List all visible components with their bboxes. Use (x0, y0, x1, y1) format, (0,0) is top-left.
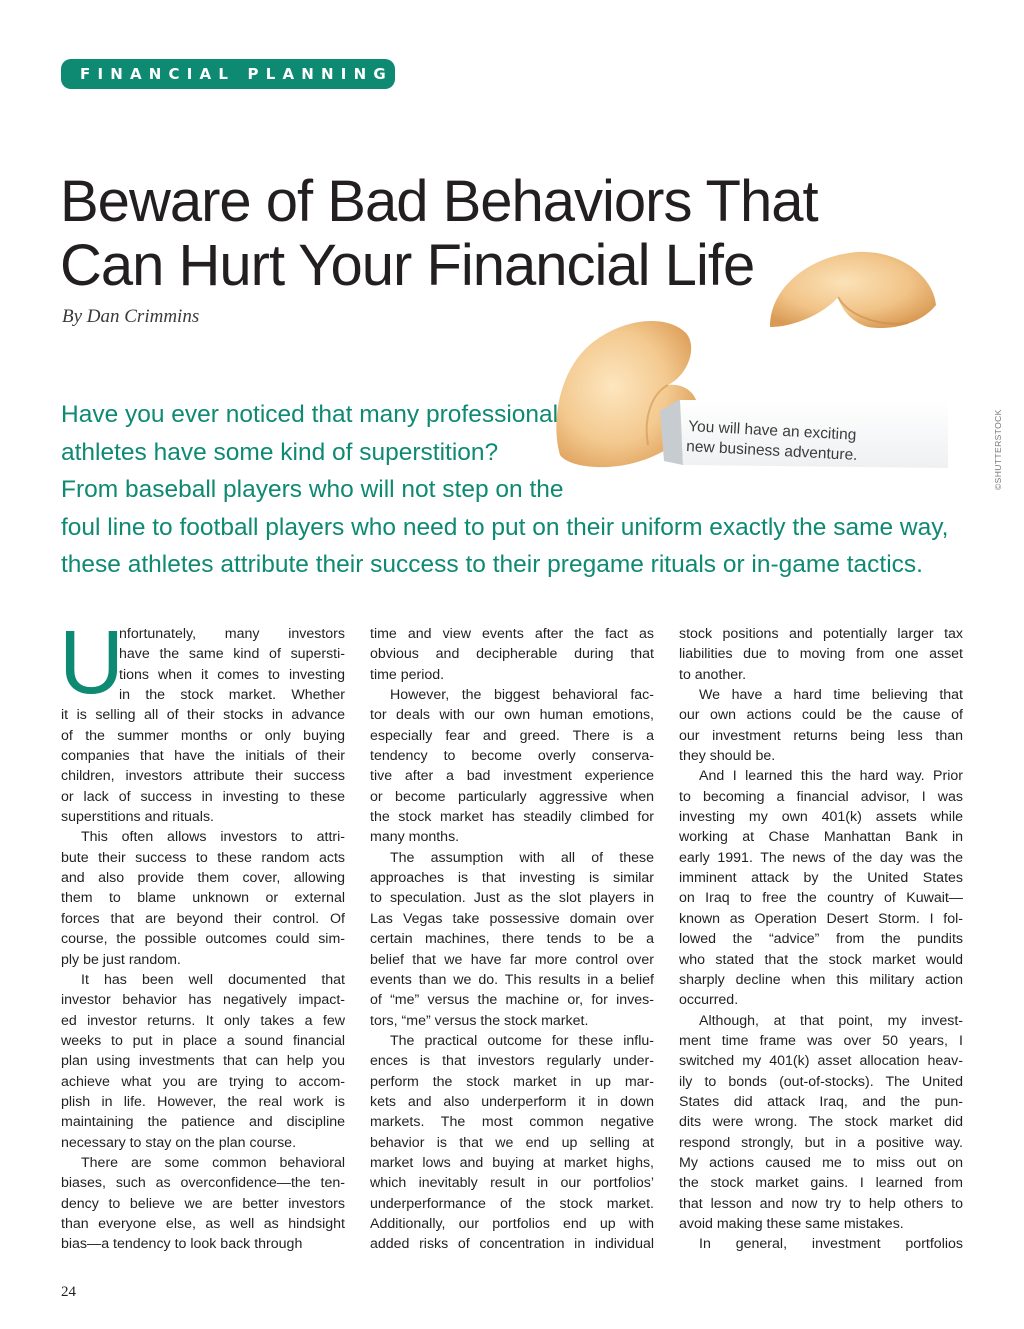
body-text-line: respond strongly, but in a positive way. (679, 1134, 963, 1151)
body-text-line: necessary to stay on the plan course. (61, 1134, 297, 1151)
body-column-3 (679, 624, 963, 1255)
body-text-line: avoid making these same mistakes. (679, 1215, 904, 1232)
body-text-line: obvious and decipherable during that (370, 646, 654, 663)
body-text-line: ences is that investors regularly under- (370, 1053, 654, 1070)
body-text-line: belief that we have far more control over (370, 951, 654, 968)
body-text-line: ily to bonds (out-of-stocks). The United (679, 1073, 963, 1090)
body-text-line: of the summer months or only buying (61, 727, 345, 744)
photo-credit: ©SHUTTERSTOCK (993, 409, 1003, 490)
body-text-line: them to blame unknown or external (61, 890, 345, 907)
body-text-line: In general, investment portfolios (699, 1236, 963, 1253)
body-text-line: sharply decline when this military action (679, 971, 963, 988)
body-text-line: ment time frame was over 50 years, I (679, 1032, 963, 1049)
body-text-line: or become particularly aggressive when (370, 788, 654, 805)
body-text-line: occurred. (679, 992, 739, 1009)
body-text-line: that lesson and now try to help others to (679, 1195, 963, 1212)
byline: By Dan Crimmins (62, 306, 200, 327)
body-text-line: liabilities due to moving from one asset (679, 646, 963, 663)
body-text-line: imminent attack by the United States (679, 870, 963, 887)
body-text-line: tions when it comes to investing (119, 666, 345, 683)
body-text-line: which inevitably result in our portfolios’ (370, 1175, 654, 1192)
body-text-line: markets. The most common negative (370, 1114, 654, 1131)
body-text-line: market lows and buying at market highs, (370, 1154, 654, 1171)
body-text-line: bias—a tendency to look back through (61, 1236, 303, 1253)
body-text-line: My actions caused me to miss out on (679, 1154, 963, 1171)
intro-line: athletes have some kind of superstition? (61, 438, 499, 466)
body-text-line: Although, at that point, my invest- (699, 1012, 963, 1029)
body-text-line: the stock market has steadily climbed for (370, 809, 654, 826)
body-text-line: or lack of success in investing to these (61, 788, 345, 805)
body-text-line: ply be just random. (61, 951, 181, 968)
body-text-line: the stock market gains. I learned from (679, 1175, 963, 1192)
body-text-line: stock positions and potentially larger tax (679, 626, 963, 642)
body-text-line: time and view events after the fact as (370, 626, 654, 642)
body-text-line: plish in life. However, the real work is (61, 1093, 345, 1110)
body-text-line: bute their success to these random acts (61, 849, 345, 866)
body-text-line: working at Chase Manhattan Bank in (679, 829, 963, 846)
title-line: Beware of Bad Behaviors That (60, 169, 818, 234)
body-text-line: States did attack Iraq, and the pun- (679, 1093, 963, 1110)
body-column-2 (370, 624, 654, 1255)
body-text-line: maintaining the patience and discipline (61, 1114, 345, 1131)
body-text-line: companies that have the initials of their (61, 748, 345, 765)
body-text-line: events than we do. This results in a belief (370, 971, 654, 988)
body-text-line: it is selling all of their stocks in advance (61, 707, 345, 724)
body-text-line: superstitions and rituals. (61, 809, 214, 826)
body-text-line: time period. (370, 666, 445, 683)
body-text-line: ed investor returns. It only takes a few (61, 1012, 345, 1029)
body-text-line: certain machines, there tends to be a (370, 931, 654, 948)
body-text-line: Additionally, our portfolios end up with (370, 1215, 654, 1232)
body-text-line: lowed the “advice” from the pundits (679, 931, 963, 948)
body-text-line: known as Operation Desert Storm. I fol- (679, 910, 963, 927)
body-text-line: This often allows investors to attri- (81, 829, 345, 846)
intro-line: From baseball players who will not step on the (61, 476, 564, 503)
body-text-line: biases, such as overconfidence—the ten- (61, 1175, 345, 1192)
body-text-line: children, investors attribute their success (61, 768, 345, 785)
body-text-line: behavior is that we end up selling at (370, 1134, 654, 1151)
body-text-line: tors, “me” versus the stock market. (370, 1012, 589, 1029)
body-text-line: especially fear and greed. There is a (370, 727, 654, 744)
intro-deck (61, 396, 961, 584)
section-tag: FINANCIAL PLANNING (61, 59, 395, 89)
body-text-line: course, the possible outcomes could sim- (61, 931, 345, 948)
body-text-line: who stated that the stock market would (679, 951, 963, 968)
body-text-line: and also provide them cover, allowing (61, 870, 345, 887)
fortune-text: You will have an exciting (687, 418, 857, 444)
body-text-line: investing my own 401(k) assets while (679, 809, 963, 826)
body-text-line: It has been well documented that (81, 971, 345, 988)
body-text-line: The assumption with all of these (390, 849, 654, 866)
body-text-line: We have a hard time believing that (699, 687, 963, 704)
body-text-line: tor deals with our own human emotions, (370, 707, 654, 724)
body-text-line: The practical outcome for these influ- (390, 1032, 654, 1049)
body-text-line: on Iraq to free the country of Kuwait— (679, 890, 963, 907)
body-text-line: investor behavior has negatively impact- (61, 992, 345, 1009)
page-number: 24 (61, 1284, 76, 1300)
body-text-line: weeks to put in place a sound financial (61, 1032, 345, 1049)
body-text-line: dency to believe we are better investors (61, 1195, 345, 1212)
body-text-line: many months. (370, 829, 460, 846)
body-text-line: switched my 401(k) asset allocation heav- (679, 1053, 963, 1070)
body-text-line: early 1991. The news of the day was the (679, 849, 963, 866)
body-text-line: in the stock market. Whether (119, 687, 345, 704)
body-text-line: tendency to become overly conserva- (370, 748, 654, 765)
body-text-line: dits were wrong. The stock market did (679, 1114, 963, 1131)
body-text-line: kets and also underperform it in down (370, 1093, 654, 1110)
body-text-line: However, the biggest behavioral fac- (390, 687, 654, 704)
body-text-line: nfortunately, many investors (119, 626, 345, 642)
body-text-line: perform the stock market in up mar- (370, 1073, 654, 1090)
body-text-line: to becoming a financial advisor, I was (679, 788, 963, 805)
body-text-line: to another. (679, 666, 747, 683)
drop-cap: U (59, 613, 124, 713)
body-text-line: plan using investments that can help you (61, 1053, 345, 1070)
body-text-line: tive after a bad investment experience (370, 768, 654, 785)
fortune-text: new business adventure. (685, 438, 858, 464)
body-column-1 (59, 613, 345, 1255)
body-text-line: than everyone else, as well as hindsight (61, 1215, 345, 1232)
body-text-line: our investment returns being less than (679, 727, 963, 744)
body-text-line: to speculation. Just as the slot players in (370, 890, 654, 907)
body-text-line: Las Vegas take possessive domain over (370, 910, 654, 927)
body-text-line: forces that are beyond their control. Of (61, 910, 345, 927)
intro-line: Have you ever noticed that many professional (61, 401, 559, 428)
body-text-line: our own actions could be the cause of (679, 707, 963, 724)
intro-line: these athletes attribute their success to their pregame rituals or in-game tactics. (61, 551, 923, 578)
title-line: Can Hurt Your Financial Life (60, 233, 755, 298)
body-text-line: underperformance of the stock market. (370, 1195, 654, 1212)
body-text-line: they should be. (679, 748, 776, 765)
body-text-line: There are some common behavioral (81, 1154, 345, 1171)
body-text-line: achieve what you are trying to accom- (61, 1073, 345, 1090)
body-text-line: And I learned this the hard way. Prior (699, 768, 963, 785)
body-text-line: of “me” versus the machine or, for inves- (370, 992, 654, 1009)
body-text-line: approaches is that investing is similar (370, 870, 654, 887)
intro-line: foul line to football players who need to put on their uniform exactly the same way, (61, 513, 949, 541)
body-text-line: have the same kind of supersti- (119, 646, 345, 663)
body-text-line: added risks of concentration in individual (370, 1236, 654, 1253)
